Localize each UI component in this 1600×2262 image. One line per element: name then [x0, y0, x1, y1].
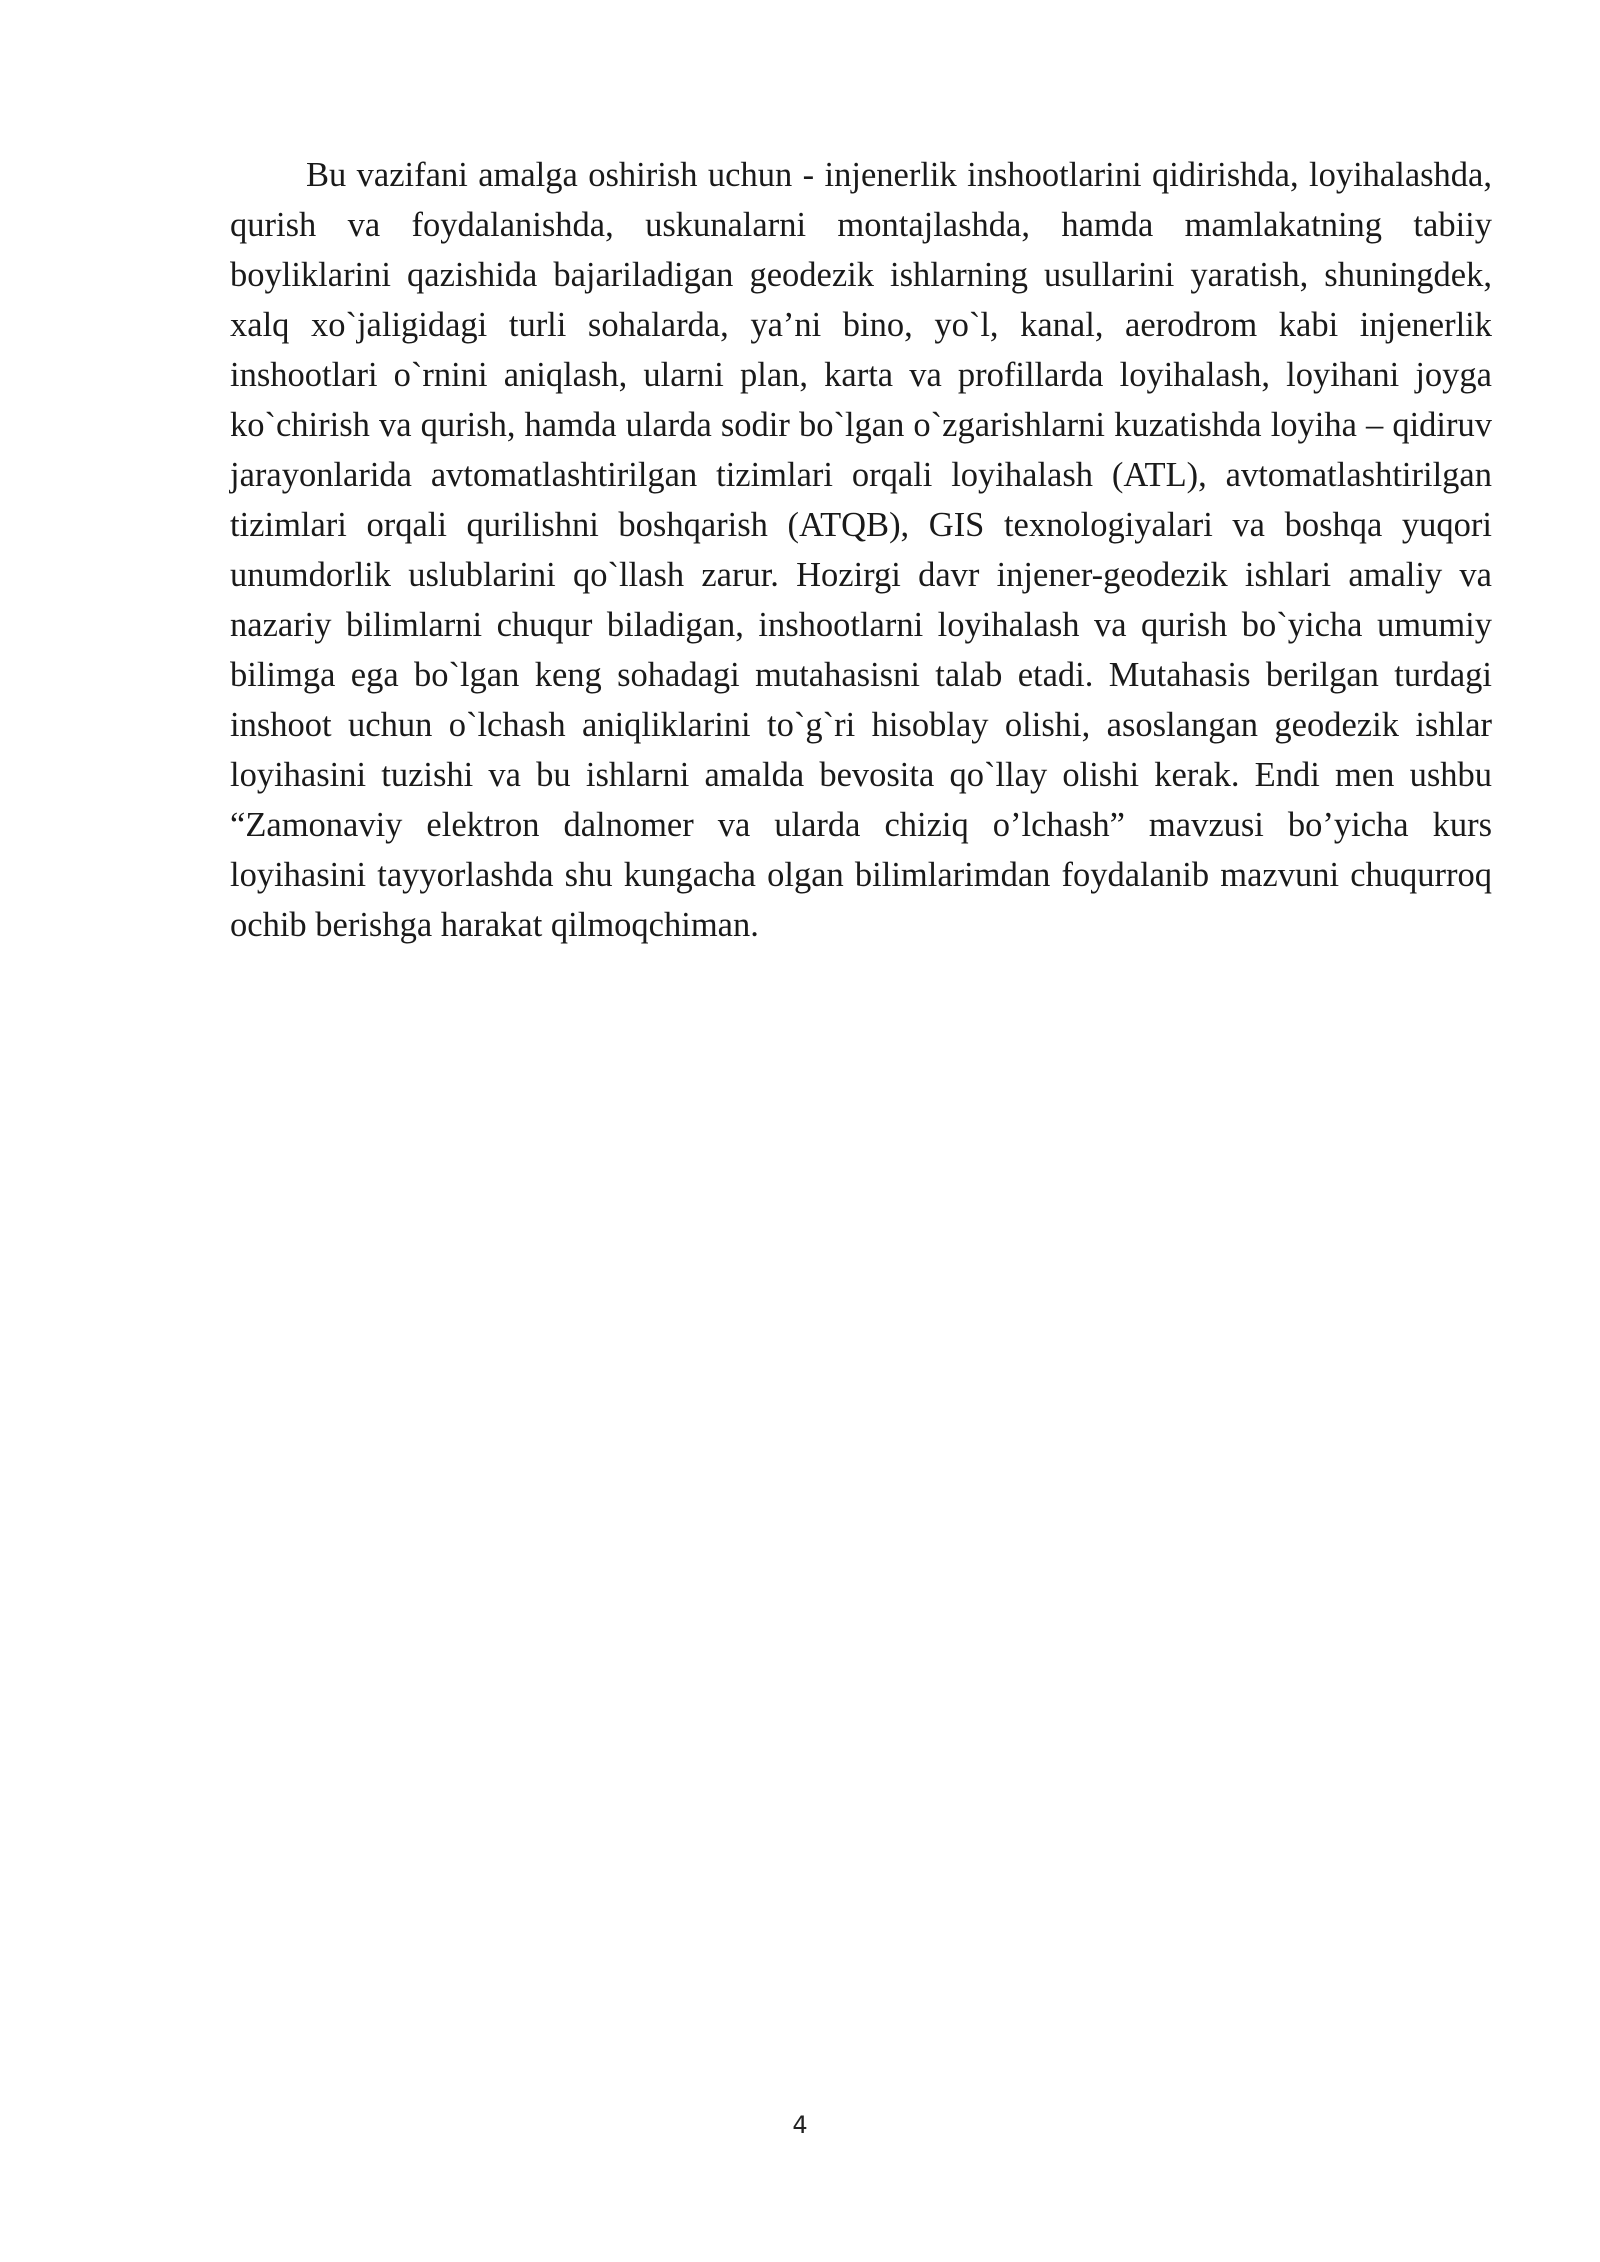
- page-number: 4: [792, 2111, 808, 2139]
- body-paragraph: Bu vazifani amalga oshirish uchun - injenerlik inshootlarini qidirishda, loyihalashda, qurish va foydalanishda, uskunalarni montajlashda, hamda mamlakatning tabiiy boyliklarini qazishida bajariladigan geodezik ishlarning usullarini yaratish, shuningdek, xalq xo`jaligidagi turli sohalarda, ya’ni bino, yo`l, kanal, aerodrom kabi injenerlik inshootlari o`rnini aniqlash, ularni plan, karta va profillarda loyihalash, loyihani joyga ko`chirish va qurish, hamda ularda sodir bo`lgan o`zgarishlarni kuzatishda loyiha – qidiruv jarayonlarida avtomatlashtirilgan tizimlari orqali loyihalash (ATL), avtomatlashtirilgan tizimlari orqali qurilishni boshqarish (ATQB), GIS texnologiyalari va boshqa yuqori unumdorlik uslublarini qo`llash zarur. Hozirgi davr injener-geodezik ishlari amaliy va nazariy bilimlarni chuqur biladigan, inshootlarni loyihalash va qurish bo`yicha umumiy bilimga ega bo`lgan keng sohadagi mutahasisni talab etadi. Mutahasis berilgan turdagi inshoot uchun o`lchash aniqliklarini to`g`ri hisoblay olishi, asoslangan geodezik ishlar loyihasini tuzishi va bu ishlarni amalda bevosita qo`llay olishi kerak. Endi men ushbu “Zamonaviy elektron dalnomer va ularda chiziq o’lchash” mavzusi bo’yicha kurs loyihasini tayyorlashda shu kungacha olgan bilimlarimdan foydalanib mazvuni chuqurroq ochib berishga harakat qilmoqchiman.: [230, 156, 1492, 944]
